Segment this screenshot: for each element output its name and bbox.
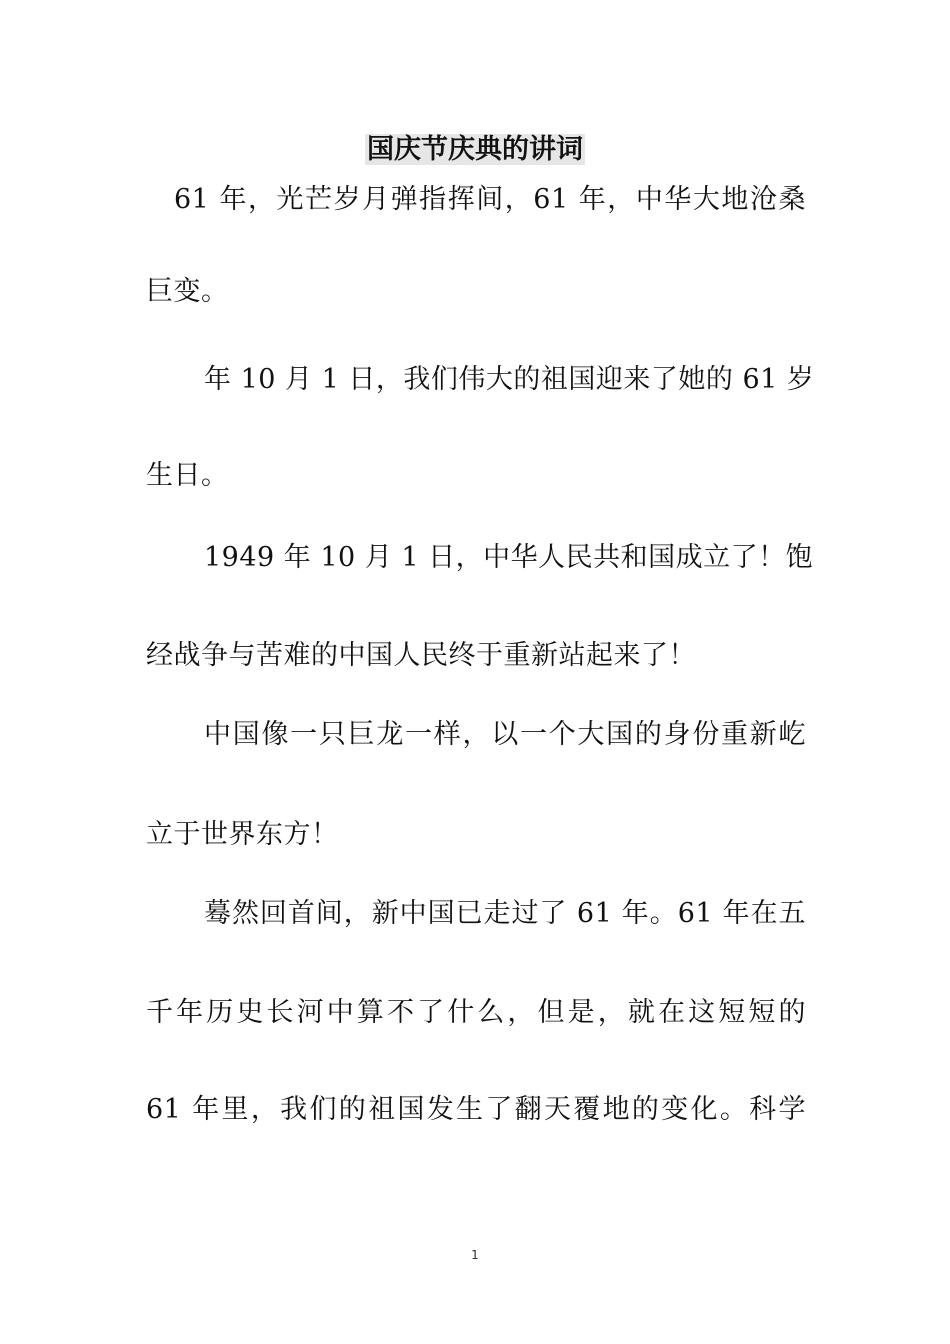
paragraph-line: 61 年，光芒岁月弹指挥间，61 年，中华大地沧桑 xyxy=(174,184,806,215)
paragraph-line: 蓦然回首间，新中国已走过了 61 年。61 年在五 xyxy=(204,898,806,929)
paragraph-line: 1949 年 10 月 1 日，中华人民共和国成立了！饱 xyxy=(204,542,814,573)
paragraph-line: 巨变。 xyxy=(146,276,229,307)
paragraph-line: 61 年里，我们的祖国发生了翻天覆地的变化。科学 xyxy=(146,1094,806,1125)
document-title xyxy=(0,130,950,170)
paragraph-line: 年 10 月 1 日，我们伟大的祖国迎来了她的 61 岁 xyxy=(204,364,815,395)
paragraph-line: 生日。 xyxy=(146,460,229,491)
paragraph-line: 经战争与苦难的中国人民终于重新站起来了！ xyxy=(146,640,696,671)
page-number: 1 xyxy=(471,1248,479,1262)
paragraph-line: 中国像一只巨龙一样，以一个大国的身份重新屹 xyxy=(204,719,806,750)
document-title-text: 国庆节庆典的讲词 xyxy=(367,134,583,165)
paragraph-line: 立于世界东方！ xyxy=(146,819,339,850)
paragraph-line: 千年历史长河中算不了什么，但是，就在这短短的 xyxy=(146,997,806,1028)
